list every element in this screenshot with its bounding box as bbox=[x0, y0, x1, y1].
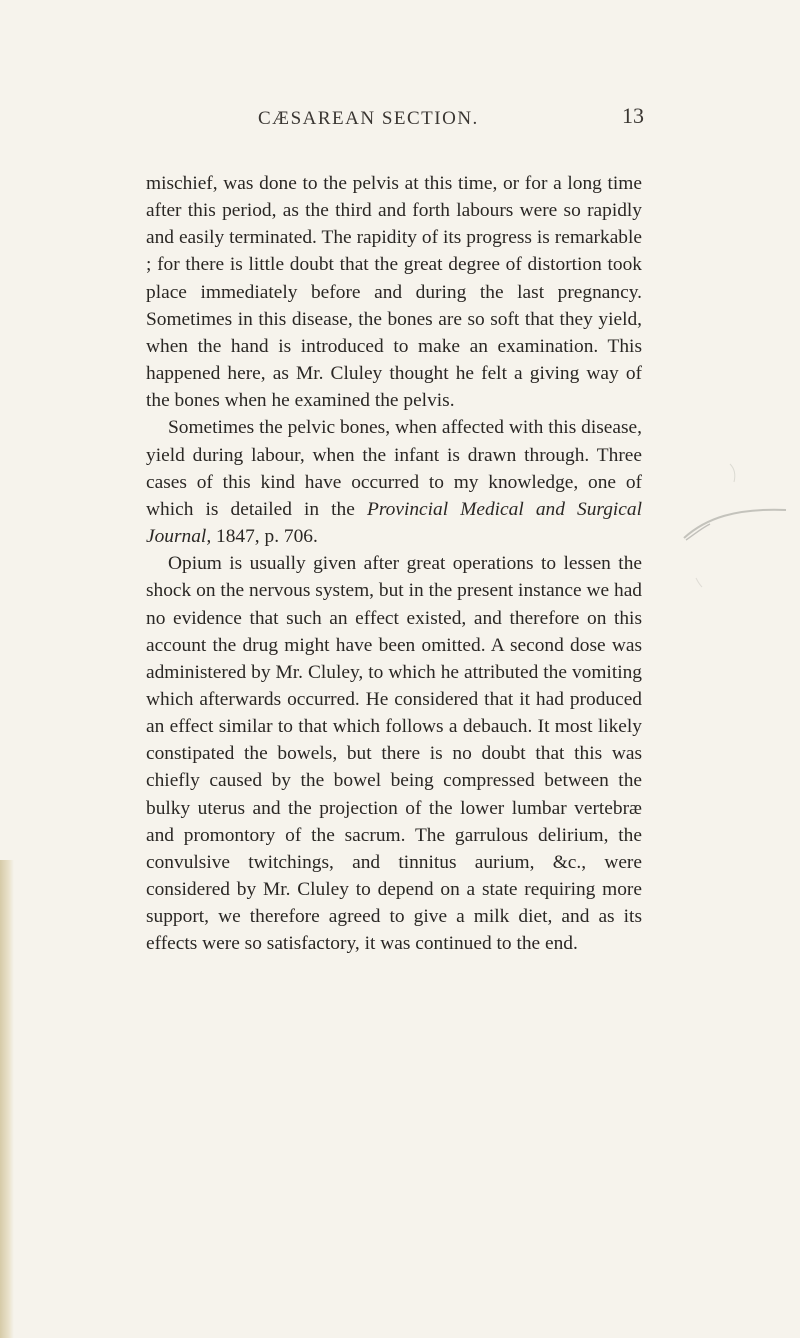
show-through-mark bbox=[676, 448, 800, 588]
paragraph-2-text: Sometimes the pelvic bones, when affected with this disease, yield during labour, when the infant is drawn through. Three cases of this kind have occurred to my knowledge, one of which is detailed in the bbox=[146, 417, 642, 520]
paragraph-3: Opium is usually given after great operations to lessen the shock on the nervous system, but in the present instance we had no evidence that such an effect existed, and therefore on this account the drug might have been omitted. A second dose was administered by Mr. Cluley, to which he attributed the vomiting which afterwards occurred. He considered that it had produced an effect similar to that which follows a debauch. It most likely constipated the bowels, but there is no doubt that this was chiefly caused by the bowel being compressed between the bulky uterus and the projection of the lower lumbar vertebræ and promontory of the sacrum. The garrulous delirium, the convulsive twitchings, and tinnitus aurium, &c., were considered by Mr. Cluley to depend on a state requiring more support, we therefore agreed to give a milk diet, and as its effects were so satisfactory, it was continued to the end. bbox=[146, 553, 642, 955]
body-text bbox=[146, 170, 642, 958]
paragraph-2 bbox=[146, 414, 642, 550]
citation-reference: 1847, p. 706. bbox=[211, 526, 318, 548]
page-number: 13 bbox=[622, 103, 644, 128]
page-edge-shadow bbox=[0, 860, 14, 1338]
running-head-title: CÆSAREAN SECTION. bbox=[258, 108, 479, 129]
paragraph-1: mischief, was done to the pelvis at this time, or for a long time after this period, as the third and forth labours were so rapidly and easily terminated. The rapidity of its progress is remarkable ; for there is little doubt that the great degree of distortion took place immediately before and during the last pregnancy. Sometimes in this disease, the bones are so soft that they yield, when the hand is introduced to make an examination. This happened here, as Mr. Cluley thought he felt a giving way of the bones when he examined the pelvis. bbox=[146, 173, 642, 412]
journal-citation: Provincial Medical and Surgical Journal, bbox=[146, 498, 642, 548]
